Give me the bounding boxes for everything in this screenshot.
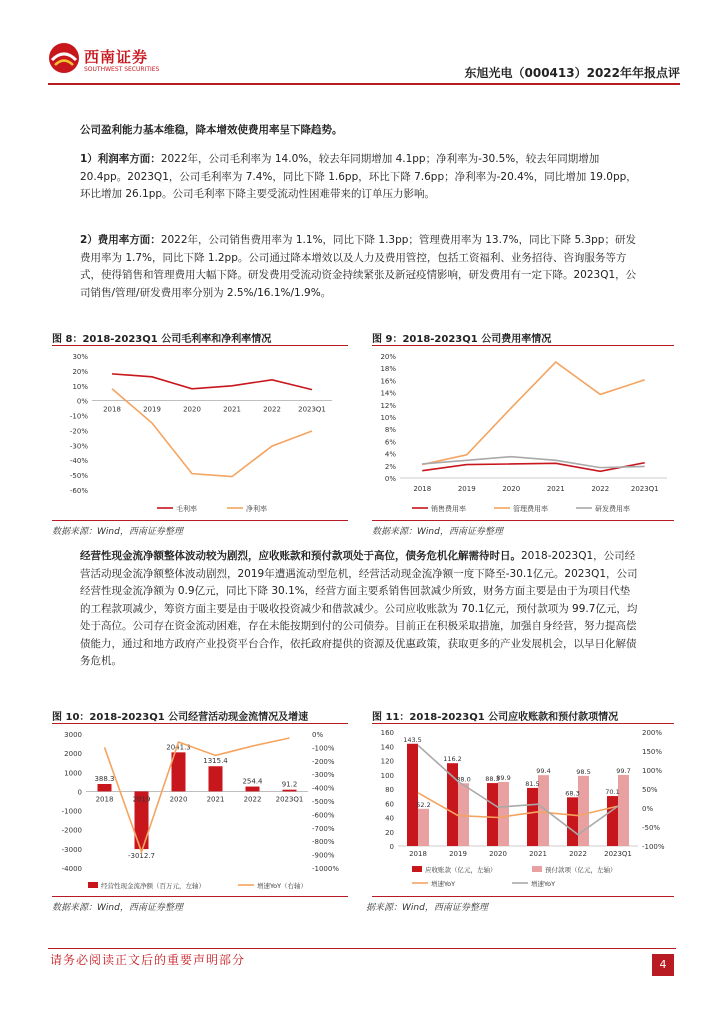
series-line-0 xyxy=(112,374,312,390)
fig11-bottom-line xyxy=(372,896,674,897)
y-left-tick-label: -4000 xyxy=(61,865,82,873)
x-tick-label: 2021 xyxy=(206,795,225,804)
y-right-tick-label: 150% xyxy=(642,748,663,756)
bar-value-label: 99.4 xyxy=(536,767,551,776)
fig8-chart xyxy=(52,348,348,520)
para2-label: 2）费用率方面： xyxy=(80,234,161,246)
logo-text: 西南证券 xyxy=(84,48,149,66)
legend-label: 增速YoY（右轴） xyxy=(257,882,308,890)
y-left-tick-label: -1000 xyxy=(61,807,82,816)
legend-label: 经营性现金流净额（百万元，左轴） xyxy=(101,882,205,890)
bar xyxy=(98,784,112,791)
y-right-tick-label: -100% xyxy=(642,843,665,851)
y-tick-label: 10% xyxy=(380,414,396,422)
y-right-tick-label: -500% xyxy=(312,798,335,806)
y-right-tick-label: 200% xyxy=(642,729,663,737)
bar-value-label: 91.2 xyxy=(281,780,298,789)
fig10-source: 数据来源：Wind，西南证券整理 xyxy=(52,903,183,913)
y-tick-label: -60% xyxy=(69,487,88,495)
bar-prepayments xyxy=(578,776,589,846)
x-tick-label: 2022 xyxy=(263,405,281,414)
y-left-tick-label: -3000 xyxy=(61,845,82,854)
bar-value-label: 2041.3 xyxy=(166,743,191,752)
fig8-bottom-line xyxy=(52,520,348,521)
y-right-tick-label: -50% xyxy=(642,824,661,832)
x-tick-label: 2023Q1 xyxy=(604,850,632,858)
y-tick-label: 16% xyxy=(380,377,396,386)
legend-label: 净利率 xyxy=(246,505,267,513)
y-left-tick-label: 160 xyxy=(380,729,394,737)
bar-value-label: 88.3 xyxy=(485,775,500,784)
section1-heading: 公司盈利能力基本维稳，降本增效使费用率呈下降趋势。 xyxy=(80,124,343,136)
fig9-chart xyxy=(372,348,674,520)
y-tick-label: 10% xyxy=(72,382,88,391)
x-tick-label: 2019 xyxy=(143,405,161,414)
fig9-source: 数据来源：Wind，西南证券整理 xyxy=(372,527,503,537)
fig10-top-line xyxy=(52,723,348,724)
section2-text: 2018-2023Q1，公司经营活动现金流净额整体波动剧烈，2019年遭遇流动型危机，经营活动现金流净额一度下降至-30.1亿元。2023Q1，公司经营性现金流净额为 0.9亿元，同比下降 30.1%，经营方面主要系销售回款减少所致，财务方面主要是由于为项目代垫的工程款项减少，筹资方面主要是由于吸收投资减少和借款减少。公司应收账款为 70.1亿元，预付款项为 99.7亿元，均处于高位。公司存在资金流动困难，存在未能按期到付的公司债券。目前正在积极采取措施，加强自身经营，努力提高偿债能力，通过和地方政府产业投资平台合作，依托政府提供的资源及优惠政策，获取更多的产业发展机会，以早日化解债务危机。 xyxy=(80,550,638,667)
logo-mark-icon xyxy=(48,42,80,74)
y-right-tick-label: -1000% xyxy=(312,865,339,873)
y-tick-label: 2% xyxy=(384,462,396,471)
bar-value-label: 116.2 xyxy=(443,755,462,764)
para2-text: 2022年，公司销售费用率为 1.1%，同比下降 1.3pp；管理费用率为 13.7%，同比下降 5.3pp；研发费用率为 1.7%，同比下降 1.2pp。公司通过降本增效以及人力及费用管控，包括工资福利、业务招待、咨询服务等方式，使得销售和管理费用大幅下降。研发费用受流动资金持续紧张及新冠疫情影响，研发费用有一定下降。2023Q1，公司销售/管理/研发费用率分别为 2.5%/16.1%/1.9%。 xyxy=(80,234,637,299)
company-logo xyxy=(48,42,168,78)
y-tick-label: 4% xyxy=(384,450,396,459)
bar-value-label: 254.4 xyxy=(242,777,263,786)
y-tick-label: 0% xyxy=(384,475,396,483)
x-tick-label: 2019 xyxy=(449,850,467,858)
bar-value-label: 143.5 xyxy=(403,735,422,744)
fig10-title: 图 10：2018-2023Q1 公司经营活动现金流情况及增速 xyxy=(52,712,309,723)
section2-heading: 经营性现金流净额整体波动较为剧烈，应收账款和预付款项处于高位，债务危机化解需待时日。 xyxy=(80,550,521,562)
x-tick-label: 2020 xyxy=(169,795,188,804)
x-tick-label: 2020 xyxy=(502,485,521,493)
y-tick-label: -10% xyxy=(69,412,88,421)
legend-swatch xyxy=(88,882,98,888)
page-number: 4 xyxy=(652,954,674,976)
legend-label: 管理费用率 xyxy=(513,505,548,513)
x-tick-label: 2020 xyxy=(183,405,201,414)
y-left-tick-label: 40 xyxy=(385,814,394,823)
bar-value-label: 68.3 xyxy=(565,789,580,798)
y-tick-label: -30% xyxy=(69,442,88,451)
y-tick-label: -50% xyxy=(69,472,88,481)
bar xyxy=(246,787,260,792)
y-right-tick-label: -800% xyxy=(312,838,335,847)
x-tick-label: 2020 xyxy=(489,850,507,858)
legend-label: 增速YoY xyxy=(531,880,556,888)
x-tick-label: 2022 xyxy=(243,795,262,804)
para1-text: 2022年，公司毛利率为 14.0%，较去年同期增加 4.1pp；净利率为-30.5%，较去年同期增加 20.4pp。2023Q1，公司毛利率为 7.4%，同比下降 1.6pp，环比下降 7.6pp；净利率为-20.4%，同比增加 19.0pp，环比增加 26.1pp。公司毛利率下降主要受流动性困难带来的订单压力影响。 xyxy=(80,153,637,200)
para1-label: 1）利润率方面： xyxy=(80,153,161,165)
legend-label: 增速YoY xyxy=(431,880,456,888)
section2 xyxy=(80,548,640,671)
bar-value-label: 70.1 xyxy=(605,788,620,797)
legend-label: 应收账款（亿元，左轴） xyxy=(425,866,497,874)
x-tick-label: 2023Q1 xyxy=(298,405,326,414)
y-right-tick-label: 0% xyxy=(312,731,324,739)
y-tick-label: 12% xyxy=(380,401,396,410)
y-tick-label: 14% xyxy=(380,389,396,398)
y-tick-label: 18% xyxy=(380,365,396,374)
fig10-bottom-line xyxy=(52,896,348,897)
footer-disclaimer: 请务必阅读正文后的重要声明部分 xyxy=(50,953,246,967)
y-tick-label: 20% xyxy=(72,367,88,376)
y-tick-label: 0% xyxy=(76,397,88,406)
y-left-tick-label: 120 xyxy=(380,757,394,766)
y-left-tick-label: 100 xyxy=(380,771,394,780)
y-right-tick-label: -100% xyxy=(312,744,335,753)
y-left-tick-label: 140 xyxy=(380,743,394,752)
y-left-tick-label: 3000 xyxy=(64,731,82,739)
fig8-source: 数据来源：Wind，西南证券整理 xyxy=(52,527,183,537)
y-left-tick-label: 0 xyxy=(389,843,394,851)
legend-label: 研发费用率 xyxy=(595,505,630,513)
bar-value-label: 388.3 xyxy=(94,774,115,783)
fig11-top-line xyxy=(372,723,674,724)
y-right-tick-label: -900% xyxy=(312,851,335,860)
x-tick-label: 2022 xyxy=(569,850,587,858)
y-tick-label: 20% xyxy=(380,353,396,361)
y-right-tick-label: 100% xyxy=(642,767,663,775)
fig9-bottom-line xyxy=(372,520,674,521)
legend-label: 销售费用率 xyxy=(431,505,466,513)
y-right-tick-label: -400% xyxy=(312,784,335,793)
bar-value-label: -3012.7 xyxy=(127,852,156,861)
x-tick-label: 2021 xyxy=(529,850,547,858)
document-title: 东旭光电（000413）2022年年报点评 xyxy=(464,66,680,80)
legend-label: 预付款项（亿元，左轴） xyxy=(545,866,617,874)
fig9-title: 图 9：2018-2023Q1 公司费用率情况 xyxy=(372,334,552,345)
page-header xyxy=(48,40,680,90)
x-tick-label: 2021 xyxy=(223,405,241,414)
y-left-tick-label: 20 xyxy=(385,828,394,837)
legend-swatch xyxy=(412,866,422,872)
x-tick-label: 2019 xyxy=(132,795,151,804)
footer-divider xyxy=(48,948,676,949)
bar-value-label: 99.7 xyxy=(616,766,631,775)
bar-value-label: 1315.4 xyxy=(203,757,228,766)
y-right-tick-label: -300% xyxy=(312,771,335,780)
bar xyxy=(283,790,297,792)
bar xyxy=(209,766,223,791)
x-tick-label: 2022 xyxy=(591,485,610,493)
bar-prepayments xyxy=(618,775,629,846)
bar-prepayments xyxy=(458,783,469,846)
fig11-chart xyxy=(372,726,674,896)
y-right-tick-label: -700% xyxy=(312,824,335,833)
x-tick-label: 2021 xyxy=(546,485,565,493)
series-line-1 xyxy=(422,362,645,464)
y-tick-label: 8% xyxy=(384,426,396,435)
y-left-tick-label: 60 xyxy=(385,800,394,809)
bar-value-label: 88.0 xyxy=(456,775,471,784)
y-left-tick-label: 2000 xyxy=(64,750,82,759)
x-tick-label: 2018 xyxy=(413,485,432,493)
section1-para1 xyxy=(80,151,640,204)
fig9-top-line xyxy=(372,345,674,346)
x-tick-label: 2019 xyxy=(457,485,476,493)
bar-receivables xyxy=(607,796,618,846)
y-right-tick-label: 0% xyxy=(642,805,654,813)
fig11-title: 图 11：2018-2023Q1 公司应收账款和预付款项情况 xyxy=(372,712,619,723)
bar-receivables xyxy=(527,788,538,846)
fig10-chart xyxy=(52,726,348,896)
bar-value-label: 89.9 xyxy=(496,773,511,782)
section1 xyxy=(80,122,640,140)
bar-receivables xyxy=(567,797,578,846)
bar-value-label: 52.2 xyxy=(416,800,431,809)
fig11-source: 据来源：Wind，西南证券整理 xyxy=(366,903,488,913)
logo-subtext: SOUTHWEST SECURITIES xyxy=(84,66,160,73)
bar-receivables xyxy=(407,744,418,846)
bar-prepayments xyxy=(418,809,429,846)
y-left-tick-label: 80 xyxy=(385,786,394,794)
fig8-top-line xyxy=(52,345,348,346)
y-left-tick-label: -2000 xyxy=(61,826,82,835)
section1-para2 xyxy=(80,232,640,302)
x-tick-label: 2018 xyxy=(103,405,121,414)
y-tick-label: 30% xyxy=(72,353,88,361)
bar-receivables xyxy=(487,783,498,846)
y-tick-label: -40% xyxy=(69,457,88,466)
legend-swatch xyxy=(532,866,542,872)
y-right-tick-label: -200% xyxy=(312,757,335,766)
y-tick-label: 6% xyxy=(384,438,396,447)
bar-prepayments xyxy=(498,782,509,846)
bar-value-label: 98.5 xyxy=(576,767,591,776)
bar-value-label: 81.5 xyxy=(525,779,540,788)
fig8-title: 图 8：2018-2023Q1 公司毛利率和净利率情况 xyxy=(52,334,272,345)
legend-label: 毛利率 xyxy=(176,505,197,513)
y-left-tick-label: 0 xyxy=(77,788,82,797)
y-right-tick-label: 50% xyxy=(642,786,658,794)
x-tick-label: 2018 xyxy=(409,850,427,858)
y-tick-label: -20% xyxy=(69,427,88,436)
x-tick-label: 2023Q1 xyxy=(630,485,659,493)
series-line-1 xyxy=(112,389,312,477)
y-left-tick-label: 1000 xyxy=(64,769,82,778)
y-right-tick-label: -600% xyxy=(312,811,335,820)
x-tick-label: 2018 xyxy=(95,795,114,804)
x-tick-label: 2023Q1 xyxy=(275,795,304,804)
header-divider xyxy=(48,83,680,85)
